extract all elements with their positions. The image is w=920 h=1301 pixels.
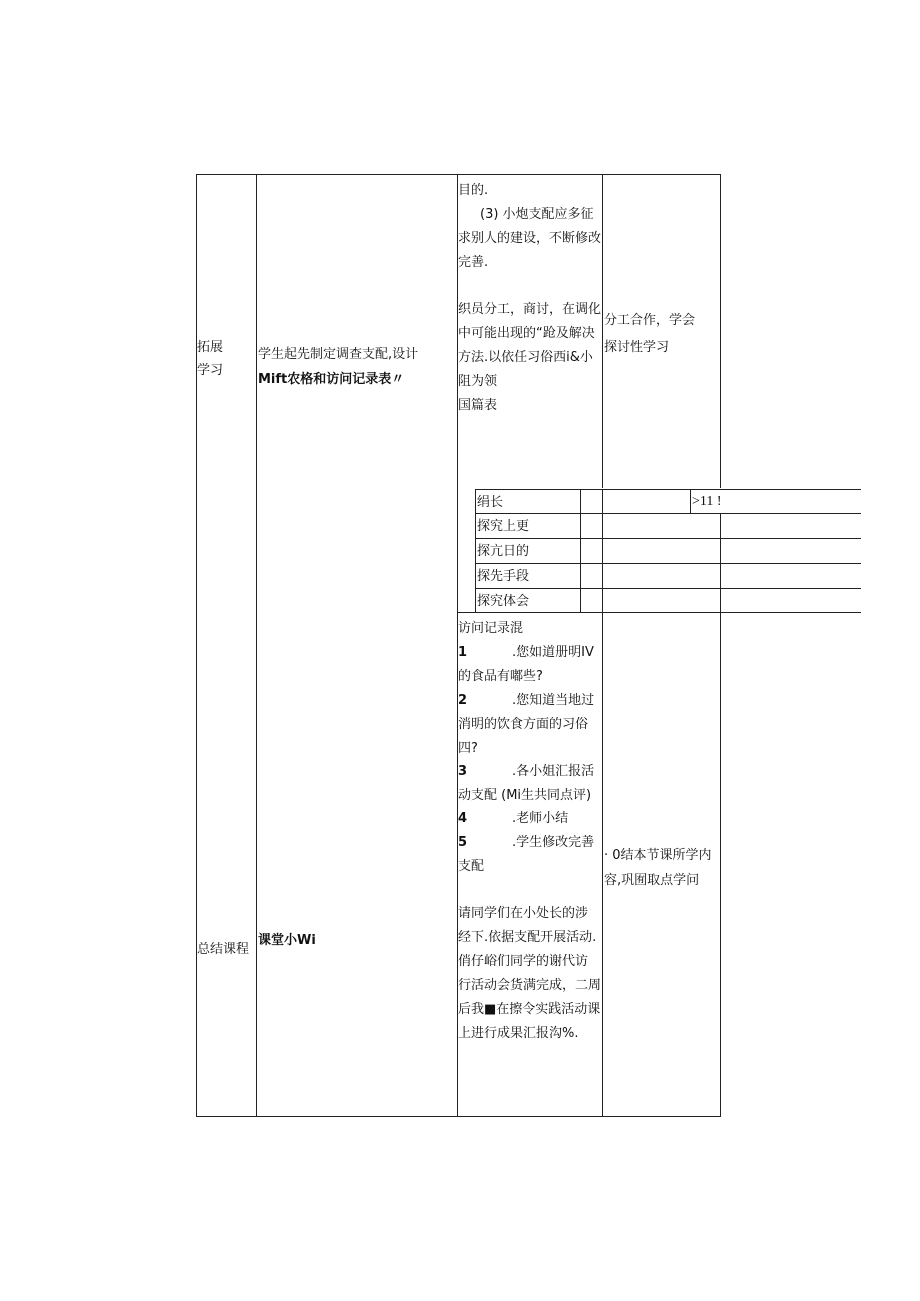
row2-intent-line1: · 0结本节课所学内 (604, 848, 712, 863)
item4-text: .老师小结 (512, 811, 569, 826)
item3-num: 3 (458, 764, 468, 779)
table-bottom-border (196, 1116, 721, 1117)
col-divider-3 (602, 174, 603, 488)
row2-student-head: 访问记录混 (458, 621, 524, 636)
row2-tail-6: 上进行成果汇报沟%. (458, 1026, 579, 1041)
row1-student-top-1: 目的. (458, 183, 489, 198)
item2-text: .您知道当地过 (512, 693, 595, 708)
survey-label-2: 探究上更 (477, 519, 530, 534)
survey-label-4: 探先手段 (477, 569, 530, 584)
row2-tail-3: 俏仔峪们同学的谢代访 (458, 954, 589, 969)
item4-num: 4 (458, 811, 468, 826)
row1-intent-line1: 分工合作，学会 (604, 313, 696, 328)
col-divider-3b (602, 612, 603, 1117)
row2-tail-2: 经下.依据支配开展活动. (458, 930, 597, 945)
row2-tail-1: 请同学们在小处长的涉 (458, 906, 589, 921)
survey-label-5: 探究体会 (477, 594, 530, 609)
row2-stage: 总结课程 (197, 942, 250, 957)
table-top-border (196, 174, 721, 175)
item1-num: 1 (458, 645, 468, 660)
row1-student-top-3: 求别人的建设，不断修改 (458, 231, 602, 246)
table-right-border-b (720, 612, 721, 1117)
row1-intent-line2: 探讨性学习 (604, 340, 670, 355)
survey-label-1: 绢长 (477, 495, 504, 510)
item5-cont: 支配 (458, 859, 485, 874)
item3-cont: 动支配 (Mi生共同点评) (458, 788, 592, 803)
row1-student-mid-4: 阻为领 (458, 374, 498, 389)
item2-num: 2 (458, 693, 468, 708)
row1-student-mid-1: 织员分工，商讨，在调化 (458, 302, 602, 317)
survey-line-1 (475, 513, 861, 514)
row2-tail-5: 后我■在擦令实践活动课 (458, 1002, 601, 1017)
survey-line-0 (475, 489, 861, 490)
item3-text: .各小姐汇报活 (512, 764, 595, 779)
survey-vline-0 (475, 489, 476, 613)
survey-vline-4 (720, 513, 721, 613)
row1-student-mid-3: 方法.以依任习俗西i&小 (458, 350, 593, 365)
item5-num: 5 (458, 835, 468, 850)
survey-line-2 (475, 538, 861, 539)
item2-cont: 消明的饮食方面的习俗 (458, 717, 589, 732)
row1-stage-line2: 学习 (197, 363, 224, 378)
row1-stage-line1: 拓展 (197, 340, 224, 355)
row1-student-top-2: (3) 小炮支配应多征 (480, 207, 594, 222)
survey-line-5 (457, 612, 861, 613)
row2-intent-line2: 容,巩囿取点学问 (604, 873, 700, 888)
item5-text: .学生修改完善 (512, 835, 595, 850)
item1-text: .您如道册明IV (512, 645, 594, 660)
row2-tail-4: 行活动会货满完成，二周 (458, 978, 602, 993)
item2-cont2: 四? (458, 741, 478, 756)
table-right-border (720, 174, 721, 488)
row1-student-mid-5: 国篇表 (458, 398, 498, 413)
row1-student-mid-2: 中可能出现的“跄及解决 (458, 326, 595, 341)
survey-label-3: 探亢日的 (477, 544, 530, 559)
item1-cont: 的食品有嘟些? (458, 669, 543, 684)
row1-teacher-line1: 学生起先制定调查支配,设计 (258, 347, 419, 362)
row1-student-top-4: 完善. (458, 255, 489, 270)
survey-header-extra: >11 ! (692, 494, 722, 509)
survey-line-4 (475, 588, 861, 589)
col-divider-1 (256, 174, 257, 1117)
row2-teacher: 课堂小Wi (258, 933, 316, 948)
survey-vline-3 (690, 489, 691, 514)
survey-line-3 (475, 563, 861, 564)
table-left-border (196, 174, 197, 1117)
row1-teacher-line2: Mift农格和访问记录表〃 (258, 372, 405, 387)
survey-vline-1 (580, 489, 581, 613)
survey-vline-2 (602, 489, 603, 613)
